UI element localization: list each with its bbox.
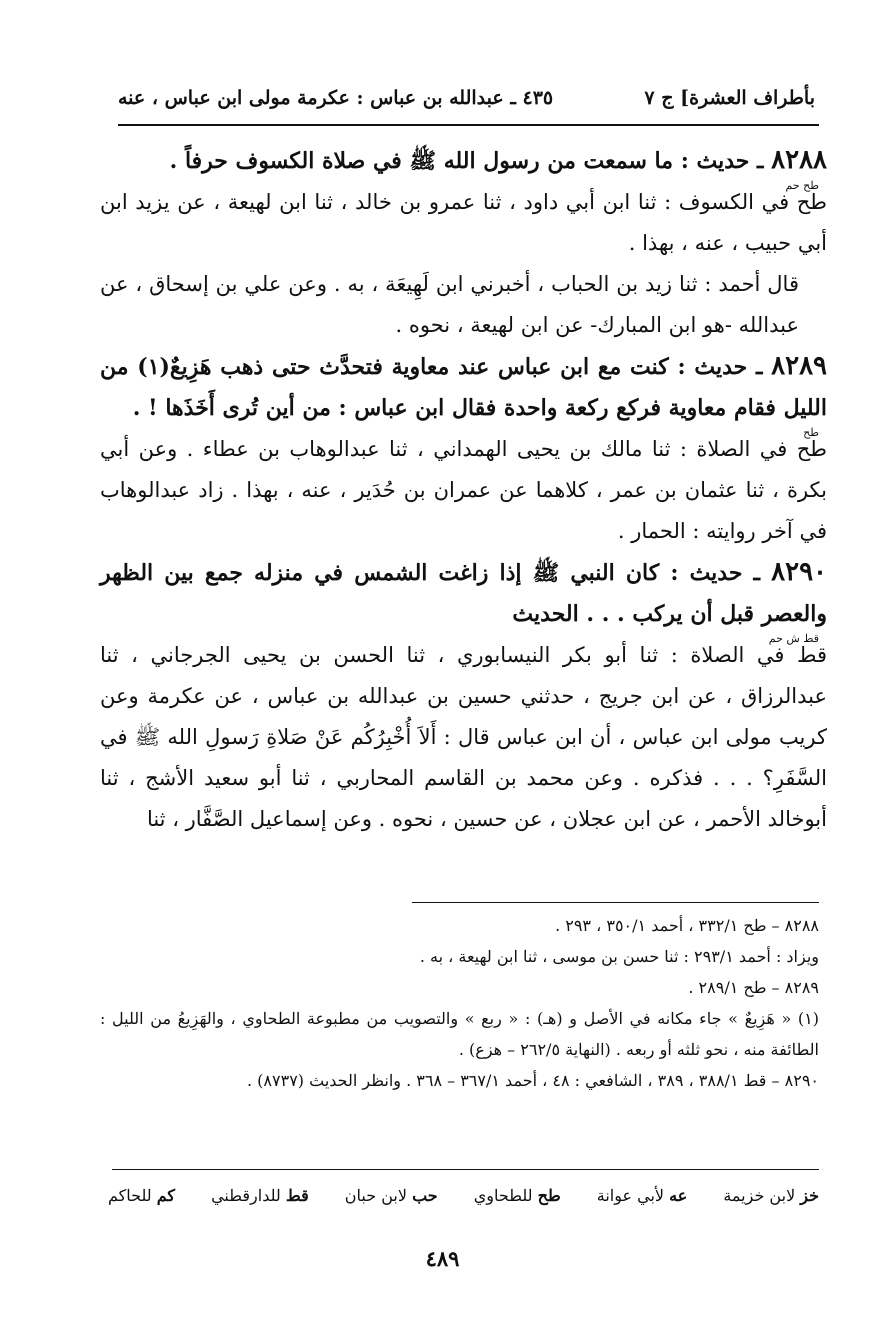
legend-item <box>597 1186 688 1205</box>
footnote: ٨٢٨٨ – طح ٣٣٢/١ ، أحمد ٣٥٠/١ ، ٢٩٣ . <box>555 916 819 935</box>
legend-abbr: كم <box>156 1186 176 1205</box>
legend-item <box>723 1186 819 1205</box>
footnote: ويزاد : أحمد ٢٩٣/١ : ثنا حسن بن موسى ، ثنا ابن لهيعة ، به . <box>419 947 819 966</box>
sigla-marker: قط ش حم <box>768 632 819 645</box>
hadith-heading <box>100 552 827 635</box>
isnad-paragraph: طح في الصلاة : ثنا مالك بن يحيى الهمداني ، ثنا عبدالوهاب بن عطاء . وعن أبي بكرة ، ثنا عثمان بن عمر ، كلاهما عن عمران بن حُدَير ، عنه ، بهذا . زاد عبدالوهاب في آخر روايته : الحمار . <box>100 437 827 543</box>
isnad-paragraph: قال أحمد : ثنا زيد بن الحباب ، أخبرني ابن لَهِيعَة ، به . وعن علي بن إسحاق ، عن عبدالله -هو ابن المبارك- عن ابن لهيعة ، نحوه . <box>100 272 799 337</box>
footnote: (١) « هَزِيعٌ » جاء مكانه في الأصل و (هـ) : « ربع » والتصويب من مطبوعة الطحاوي ، والهَزِيعُ من الليل : الطائفة منه ، نحو ثلثه أو ربعه . (النهاية ٢٦٢/٥ – هزع) . <box>100 1009 819 1059</box>
footnote-rule <box>412 902 819 903</box>
hadith-heading <box>100 346 827 429</box>
footnote: ٨٢٩٠ – قط ٣٨٨/١ ، ٣٨٩ ، الشافعي : ٤٨ ، أحمد ٣٦٧/١ – ٣٦٨ . وانظر الحديث (٨٧٣٧) . <box>246 1071 819 1090</box>
hadith-entry <box>100 346 827 552</box>
header-chapter: ٤٣٥ ـ عبدالله بن عباس : عكرمة مولى ابن عباس ، عنه <box>118 87 554 109</box>
hadith-number: ٨٢٩٠ <box>771 557 827 587</box>
legend-item <box>211 1186 309 1205</box>
main-text <box>100 140 827 840</box>
legend-text: لابن حبان <box>344 1186 407 1205</box>
legend-text: للدارقطني <box>211 1186 281 1205</box>
legend-rule <box>112 1169 819 1170</box>
legend-text: لأبي عوانة <box>596 1186 665 1205</box>
page-number: ٤٨٩ <box>425 1246 460 1271</box>
header-volume: بأطراف العشرة] ج ٧ <box>644 87 815 109</box>
footnotes <box>100 910 819 1096</box>
isnad-paragraph: طح في الكسوف : ثنا ابن أبي داود ، ثنا عمرو بن خالد ، ثنا ابن لهيعة ، عن يزيد ابن أبي حبيب ، عنه ، بهذا . <box>100 190 827 255</box>
hadith-title: ـ حديث : كنت مع ابن عباس عند معاوية فتحدَّث حتى ذهب هَزِيعٌ(١) من الليل فقام معاوية فركع ركعة واحدة فقال ابن عباس : من أين تُرى أَخَذَها ! . <box>100 354 827 421</box>
legend-abbr: طح <box>537 1186 561 1205</box>
hadith-heading <box>100 140 827 182</box>
legend-abbr: حب <box>412 1186 438 1205</box>
legend-text: لابن خزيمة <box>723 1186 796 1205</box>
footnote: ٨٢٨٩ – طح ٢٨٩/١ . <box>688 978 819 997</box>
legend-item <box>345 1186 438 1205</box>
legend-text: للطحاوي <box>473 1186 533 1205</box>
header-rule <box>118 124 819 126</box>
hadith-number: ٨٢٨٩ <box>771 351 827 381</box>
isnad-paragraph: قط في الصلاة : ثنا أبو بكر النيسابوري ، ثنا الحسن بن يحيى الجرجاني ، ثنا عبدالرزاق ، عن ابن جريج ، حدثني حسين بن عبدالله بن عباس ، عن عكرمة وعن كريب مولى ابن عباس ، أن ابن عباس قال : أَلاَ أُخْبِرُكُم عَنْ صَلاةِ رَسولِ الله ﷺ في السَّفَرِ؟ . . . فذكره . وعن محمد بن القاسم المحاربي ، ثنا أبو سعيد الأشج ، ثنا أبوخالد الأحمر ، عن ابن عجلان ، عن حسين ، نحوه . وعن إسماعيل الصَّفَّار ، ثنا <box>100 643 827 831</box>
running-header <box>118 78 815 118</box>
legend-item <box>108 1186 175 1205</box>
hadith-title: ـ حديث : ما سمعت من رسول الله ﷺ في صلاة الكسوف حرفاً . <box>169 148 764 174</box>
hadith-entry <box>100 552 827 840</box>
legend-abbr: قط <box>285 1186 309 1205</box>
legend-text: للحاكم <box>108 1186 152 1205</box>
sigla-marker: طح حم <box>785 179 819 192</box>
legend-abbr: عه <box>669 1186 688 1205</box>
abbreviation-legend <box>108 1186 819 1205</box>
hadith-title: ـ حديث : كان النبي ﷺ إذا زاغت الشمس في منزله جمع بين الظهر والعصر قبل أن يركب . . . الحديث <box>100 560 827 627</box>
legend-abbr: خز <box>800 1186 819 1205</box>
legend-item <box>474 1186 561 1205</box>
hadith-entry <box>100 140 827 346</box>
sigla-marker: طح <box>803 426 819 439</box>
hadith-number: ٨٢٨٨ <box>771 145 827 175</box>
